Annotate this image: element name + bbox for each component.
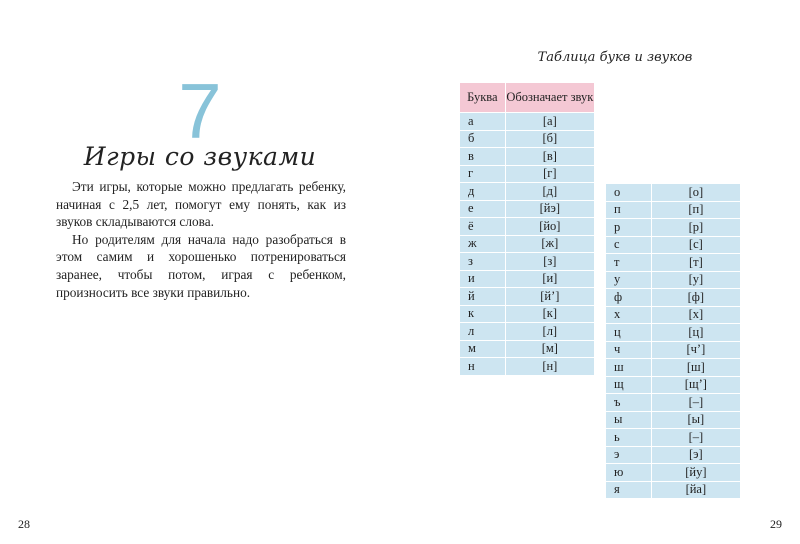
letter-cell: и bbox=[460, 270, 506, 288]
sound-cell: [йо] bbox=[505, 218, 594, 236]
table-row bbox=[460, 323, 595, 341]
table-row bbox=[606, 324, 741, 342]
sound-cell: [б] bbox=[505, 130, 594, 148]
table-row bbox=[460, 288, 595, 306]
letter-cell: м bbox=[460, 340, 506, 358]
sound-cell: [йэ] bbox=[505, 200, 594, 218]
letter-cell: а bbox=[460, 113, 506, 131]
table-row bbox=[606, 289, 741, 307]
table-row bbox=[606, 376, 741, 394]
letter-cell: с bbox=[606, 236, 652, 254]
table-row bbox=[606, 359, 741, 377]
letter-cell: ы bbox=[606, 411, 652, 429]
letter-cell: ц bbox=[606, 324, 652, 342]
table-row bbox=[606, 184, 741, 202]
sound-cell: [ч’] bbox=[651, 341, 740, 359]
letter-cell: о bbox=[606, 184, 652, 202]
sound-cell: [с] bbox=[651, 236, 740, 254]
letter-cell: ё bbox=[460, 218, 506, 236]
chapter-title: Игры со звуками bbox=[83, 142, 317, 171]
table-row bbox=[606, 411, 741, 429]
letter-cell: п bbox=[606, 201, 652, 219]
sound-cell: [п] bbox=[651, 201, 740, 219]
letter-cell: щ bbox=[606, 376, 652, 394]
sound-cell: [н] bbox=[505, 358, 594, 376]
sound-cell: [ш] bbox=[651, 359, 740, 377]
table-row bbox=[460, 253, 595, 271]
sound-cell: [м] bbox=[505, 340, 594, 358]
table-b-body bbox=[606, 184, 741, 499]
sound-cell: [йу] bbox=[651, 464, 740, 482]
page-number-left: 28 bbox=[18, 517, 30, 531]
table-row bbox=[606, 201, 741, 219]
letter-cell: л bbox=[460, 323, 506, 341]
table-row bbox=[460, 113, 595, 131]
sound-cell: [ы] bbox=[651, 411, 740, 429]
body-text bbox=[56, 178, 346, 301]
sound-cell: [г] bbox=[505, 165, 594, 183]
sound-cell: [ж] bbox=[505, 235, 594, 253]
sound-cell: [й’] bbox=[505, 288, 594, 306]
letter-cell: у bbox=[606, 271, 652, 289]
table-row bbox=[606, 219, 741, 237]
table-row bbox=[460, 340, 595, 358]
sound-cell: [э] bbox=[651, 446, 740, 464]
sound-cell: [о] bbox=[651, 184, 740, 202]
table-row bbox=[606, 236, 741, 254]
letter-cell: н bbox=[460, 358, 506, 376]
letter-cell: ш bbox=[606, 359, 652, 377]
letter-cell: з bbox=[460, 253, 506, 271]
letter-cell: е bbox=[460, 200, 506, 218]
sound-cell: [–] bbox=[651, 429, 740, 447]
table-caption: Таблица букв и звуков bbox=[537, 50, 693, 65]
table-row bbox=[606, 429, 741, 447]
table-row bbox=[460, 218, 595, 236]
sound-cell: [у] bbox=[651, 271, 740, 289]
table-row bbox=[606, 341, 741, 359]
right-page bbox=[400, 0, 800, 544]
paragraph: Эти игры, которые можно предлагать ребенку, начиная с 2,5 лет, помогут ему понять, как из звуков складываются слова. bbox=[56, 179, 346, 230]
header-sound: Обозначает звук bbox=[505, 83, 594, 113]
table-row bbox=[606, 394, 741, 412]
letter-cell: ж bbox=[460, 235, 506, 253]
sound-cell: [в] bbox=[505, 148, 594, 166]
letter-cell: в bbox=[460, 148, 506, 166]
sound-cell: [л] bbox=[505, 323, 594, 341]
letter-cell: х bbox=[606, 306, 652, 324]
sound-cell: [х] bbox=[651, 306, 740, 324]
sound-cell: [а] bbox=[505, 113, 594, 131]
letter-cell: ч bbox=[606, 341, 652, 359]
letter-cell: ь bbox=[606, 429, 652, 447]
letter-cell: й bbox=[460, 288, 506, 306]
table-row bbox=[606, 254, 741, 272]
sound-cell: [йа] bbox=[651, 481, 740, 499]
letter-cell: р bbox=[606, 219, 652, 237]
table-row bbox=[606, 446, 741, 464]
table-a-body bbox=[460, 113, 595, 376]
table-row bbox=[606, 481, 741, 499]
sound-cell: [щ’] bbox=[651, 376, 740, 394]
table-row bbox=[460, 165, 595, 183]
sound-cell: [з] bbox=[505, 253, 594, 271]
letter-cell: т bbox=[606, 254, 652, 272]
sound-cell: [д] bbox=[505, 183, 594, 201]
table-row bbox=[460, 130, 595, 148]
table-row bbox=[606, 306, 741, 324]
letter-cell: д bbox=[460, 183, 506, 201]
sound-cell: [к] bbox=[505, 305, 594, 323]
sound-cell: [р] bbox=[651, 219, 740, 237]
sound-cell: [–] bbox=[651, 394, 740, 412]
table-row bbox=[460, 270, 595, 288]
letter-cell: я bbox=[606, 481, 652, 499]
table-header-row bbox=[460, 83, 595, 113]
letter-cell: к bbox=[460, 305, 506, 323]
table-row bbox=[460, 235, 595, 253]
sound-cell: [т] bbox=[651, 254, 740, 272]
table-row bbox=[460, 305, 595, 323]
letter-cell: г bbox=[460, 165, 506, 183]
chapter-number: 7 bbox=[178, 67, 222, 155]
sound-cell: [и] bbox=[505, 270, 594, 288]
letter-cell: ф bbox=[606, 289, 652, 307]
paragraph: Но родителям для начала надо разобраться в этом самим и хорошенько потренироваться заранее, чтобы потом, играя с ребенком, произносить все звуки правильно. bbox=[56, 231, 346, 300]
table-row bbox=[460, 148, 595, 166]
letters-table-b bbox=[605, 183, 741, 499]
table-row bbox=[606, 271, 741, 289]
header-letter: Буква bbox=[460, 83, 506, 113]
letters-table-a bbox=[459, 82, 595, 376]
table-row bbox=[606, 464, 741, 482]
page-number-right: 29 bbox=[770, 517, 782, 531]
table-row bbox=[460, 200, 595, 218]
letter-cell: ю bbox=[606, 464, 652, 482]
letter-cell: б bbox=[460, 130, 506, 148]
table-row bbox=[460, 183, 595, 201]
letter-cell: э bbox=[606, 446, 652, 464]
table-row bbox=[460, 358, 595, 376]
sound-cell: [ц] bbox=[651, 324, 740, 342]
letter-cell: ъ bbox=[606, 394, 652, 412]
sound-cell: [ф] bbox=[651, 289, 740, 307]
